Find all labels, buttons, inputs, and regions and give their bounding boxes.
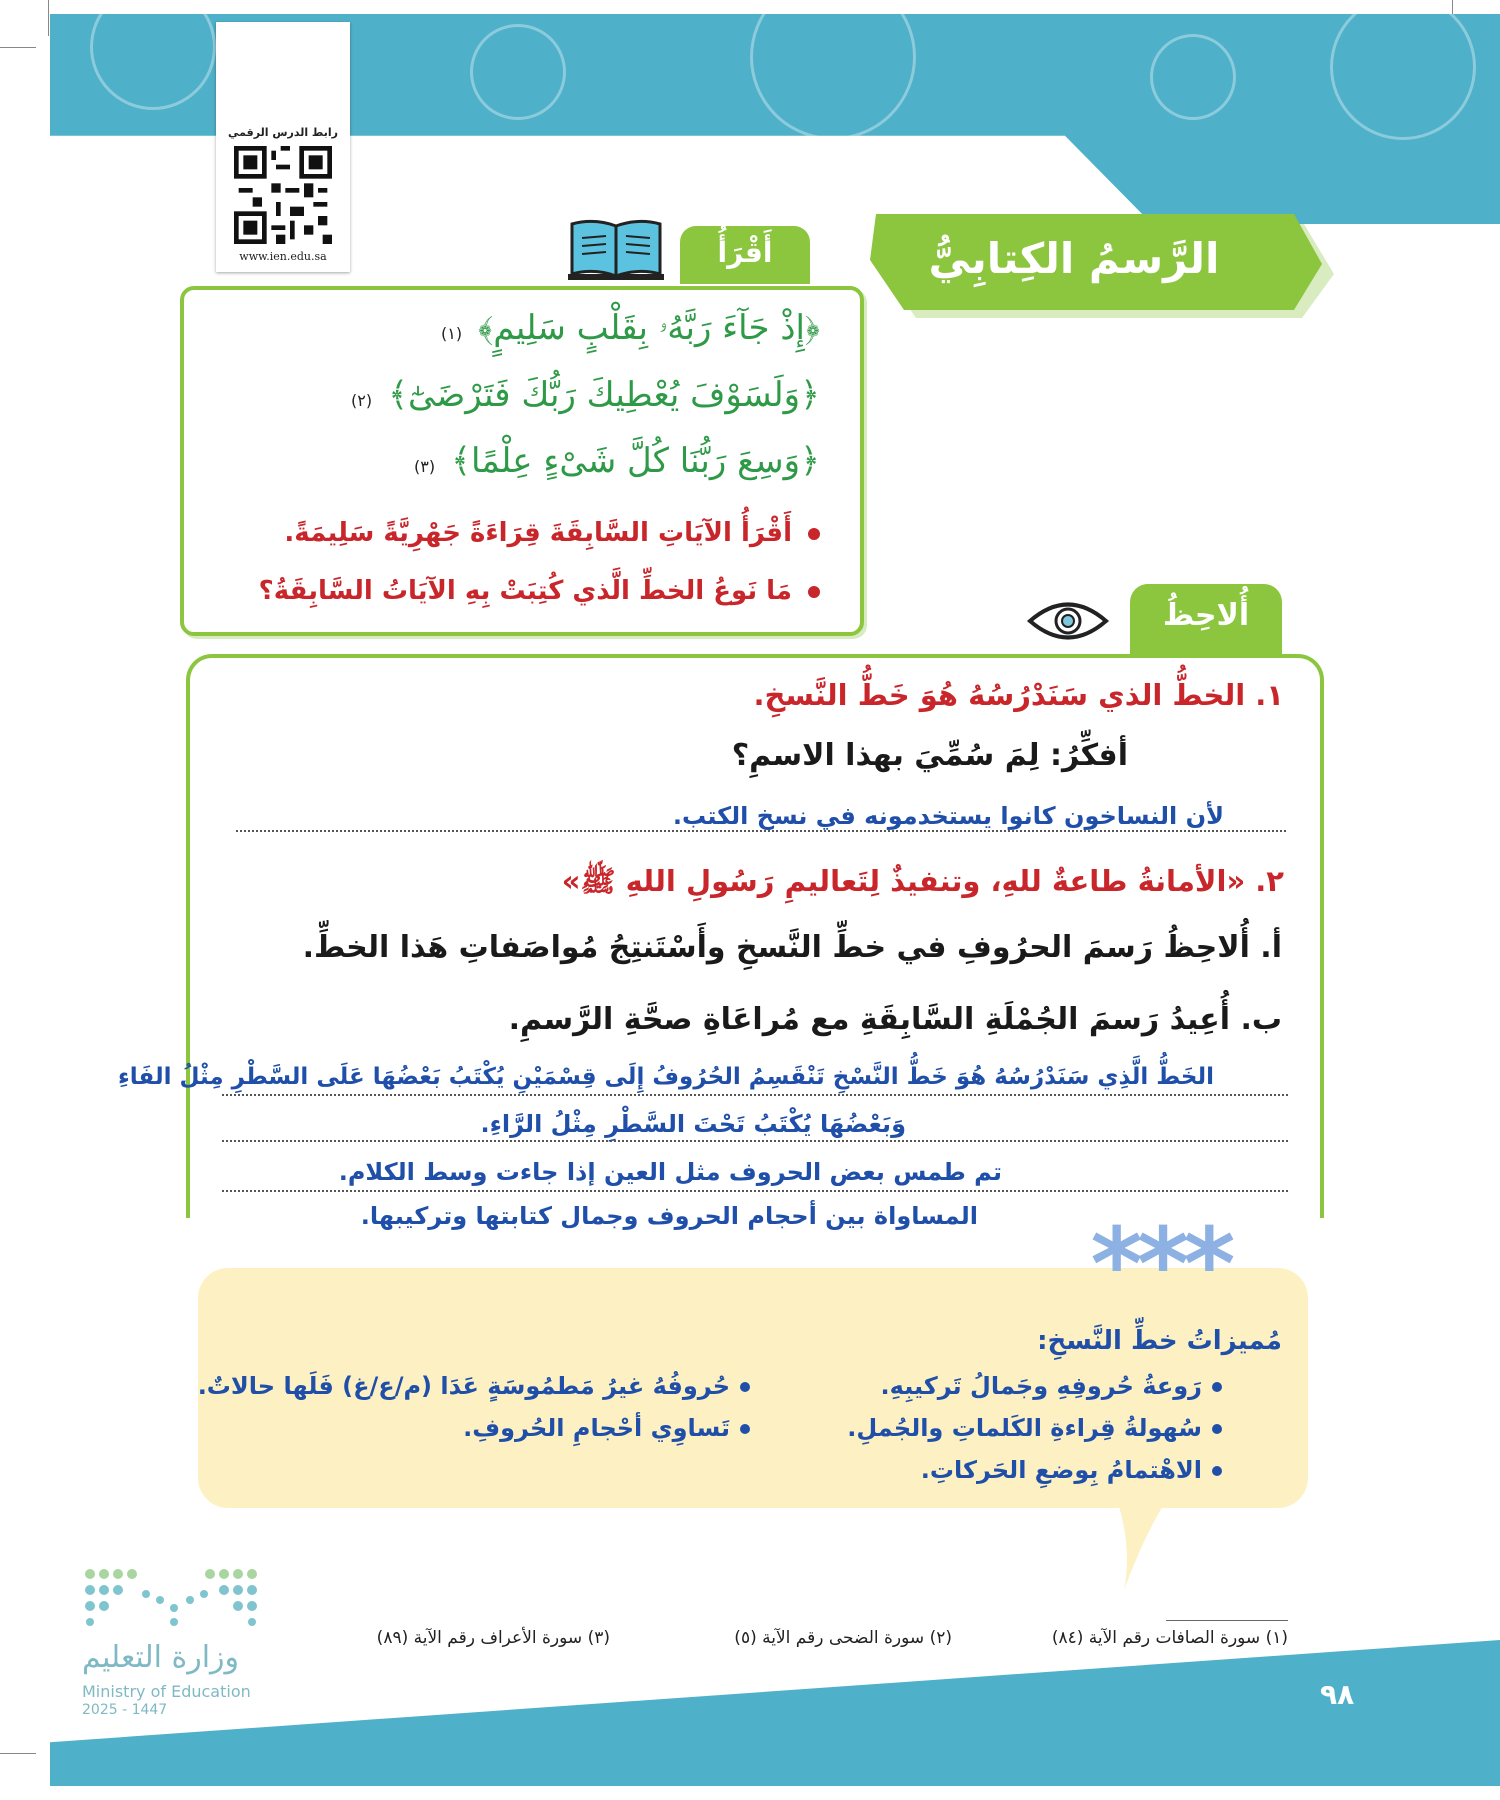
verse-number: (٣) xyxy=(414,457,436,476)
answer-line xyxy=(222,1190,1288,1192)
ministry-name-arabic: وزارة التعليم xyxy=(82,1640,240,1675)
decorative-stars: *** xyxy=(1090,1206,1230,1323)
feature-text: الاهْتمامُ بِوضعِ الحَركاتِ. xyxy=(920,1456,1202,1484)
bullet-icon xyxy=(808,586,820,598)
feature-item xyxy=(198,1372,750,1400)
qr-card[interactable] xyxy=(216,22,350,272)
bullet-icon xyxy=(1212,1382,1222,1392)
answer-line xyxy=(222,1140,1288,1142)
page-title: الرَّسمُ الكِتابِيُّ xyxy=(928,234,1220,283)
answer-text: لأن النساخون كانوا يستخدمونه في نسخ الكتب. xyxy=(672,802,1224,830)
qr-label: رابط الدرس الرقمي xyxy=(228,126,338,139)
read-tab xyxy=(680,226,810,284)
verse-line xyxy=(441,308,820,348)
footer-band xyxy=(50,1640,1500,1786)
footnote: (٣) سورة الأعراف رقم الآية (٨٩) xyxy=(376,1628,610,1648)
verse-line xyxy=(414,440,820,481)
page-number: ٩٨ xyxy=(1320,1678,1355,1711)
feature-text: تَساوِي أحْجامِ الحُروفِ. xyxy=(463,1414,730,1442)
crop-mark xyxy=(0,47,36,48)
feature-item xyxy=(847,1414,1222,1442)
answer-text: المساواة بين أحجام الحروف وجمال كتابتها وتركيبها. xyxy=(360,1202,978,1230)
verse-number: (٢) xyxy=(351,391,373,410)
lesson-title-banner xyxy=(864,214,1334,318)
answer-line xyxy=(236,830,1286,832)
speech-bubble-tail xyxy=(1110,1480,1180,1590)
verse-text: ﴿وَسِعَ رَبُّنَا كُلَّ شَىْءٍ عِلْمًا﴾ xyxy=(451,441,820,481)
answer-text: الخَطُّ الَّذِي سَنَدْرُسُهُ هُوَ خَطُّ النَّسْخِ تَنْقَسِمُ الحُرُوفُ إِلَى قِسْمَيْنِ يُكْتَبُ بَعْضُهَا عَلَى السَّطْرِ مِثْلُ الفَاءِ xyxy=(118,1064,1214,1090)
bullet-icon xyxy=(808,528,820,540)
feature-item xyxy=(463,1414,750,1442)
bullet-icon xyxy=(1212,1466,1222,1476)
ministry-year: 2025 - 1447 xyxy=(82,1702,168,1718)
read-instruction-text: أَقْرَأُ الآيَاتِ السَّابِقَةَ قِرَاءَةً جَهْرِيَّةً سَلِيمَةً. xyxy=(284,518,792,548)
qr-url[interactable]: www.ien.edu.sa xyxy=(239,250,327,263)
feature-item xyxy=(921,1456,1222,1484)
verse-line xyxy=(351,374,820,415)
read-box xyxy=(180,286,864,636)
item-1-heading: ١. الخطُّ الذي سَنَدْرُسُهُ هُوَ خَطُّ النَّسخِ. xyxy=(753,678,1284,712)
read-question xyxy=(259,576,820,606)
qr-code-icon[interactable] xyxy=(234,146,332,244)
item-2-heading: ٢. «الأمانةُ طاعةٌ للهِ، وتنفيذٌ لِتَعاليمِ رَسُولِ اللهِ ﷺ» xyxy=(561,864,1284,898)
ministry-name-english: Ministry of Education xyxy=(82,1682,251,1701)
think-question: أفكِّرُ: لِمَ سُمِّيَ بهذا الاسمِ؟ xyxy=(731,738,1128,773)
observe-tab xyxy=(1130,584,1282,654)
observe-tab-label: أُلاحِظُ xyxy=(1162,598,1250,633)
ministry-logo-icon xyxy=(80,1564,270,1630)
feature-item xyxy=(881,1372,1222,1400)
bullet-icon xyxy=(740,1382,750,1392)
verse-text: ﴿وَلَسَوْفَ يُعْطِيكَ رَبُّكَ فَتَرْضَىٰٓ﴾ xyxy=(388,375,820,415)
feature-text: حُروفُهُ غيرُ مَطمُوسَةٍ عَدَا (م/ع/غ) فَلَها حالاتٌ. xyxy=(197,1372,730,1400)
part-a-instruction: أ. أُلاحِظُ رَسمَ الحرُوفِ في خطِّ النَّسخِ وأَسْتَنتِجُ مُواصَفاتِ هَذا الخطِّ. xyxy=(302,930,1282,965)
answer-text: وَبَعْضُهَا يُكْتَبُ تَحْتَ السَّطْرِ مِثْلُ الرَّاءِ. xyxy=(480,1110,906,1138)
crop-mark xyxy=(0,1753,36,1754)
footnote: (٢) سورة الضحى رقم الآية (٥) xyxy=(734,1628,952,1648)
footnote: (١) سورة الصافات رقم الآية (٨٤) xyxy=(1051,1628,1288,1648)
feature-text: رَوعةُ حُروفِهِ وجَمالُ تَركيبِهِ. xyxy=(880,1372,1202,1400)
bullet-icon xyxy=(740,1424,750,1434)
read-question-text: مَا نَوعُ الخطِّ الَّذي كُتِبَتْ بِهِ الآيَاتُ السَّابِقَةُ؟ xyxy=(258,576,792,606)
bullet-icon xyxy=(1212,1424,1222,1434)
verse-number: (١) xyxy=(441,324,463,343)
answer-text: تم طمس بعض الحروف مثل العين إذا جاءت وسط الكلام. xyxy=(338,1158,1002,1186)
open-book-icon xyxy=(566,216,666,282)
crop-mark xyxy=(48,0,49,36)
read-instruction xyxy=(284,518,820,548)
verse-text: ﴿إِذْ جَآءَ رَبَّهُۥ بِقَلْبٍ سَلِيمٍ﴾ xyxy=(478,308,820,348)
footnote-rule xyxy=(1166,1620,1288,1621)
part-b-instruction: ب. أُعِيدُ رَسمَ الجُمْلَةِ السَّابِقَةِ مع مُراعَاةِ صحَّةِ الرَّسمِ. xyxy=(508,1002,1282,1037)
answer-line xyxy=(222,1094,1288,1096)
eye-icon xyxy=(1026,596,1110,646)
read-tab-label: أَقْرَأُ xyxy=(717,236,773,269)
feature-text: سُهولةُ قِراءةِ الكَلماتِ والجُملِ. xyxy=(847,1414,1202,1442)
features-title: مُميزاتُ خطِّ النَّسخِ: xyxy=(1037,1326,1282,1356)
